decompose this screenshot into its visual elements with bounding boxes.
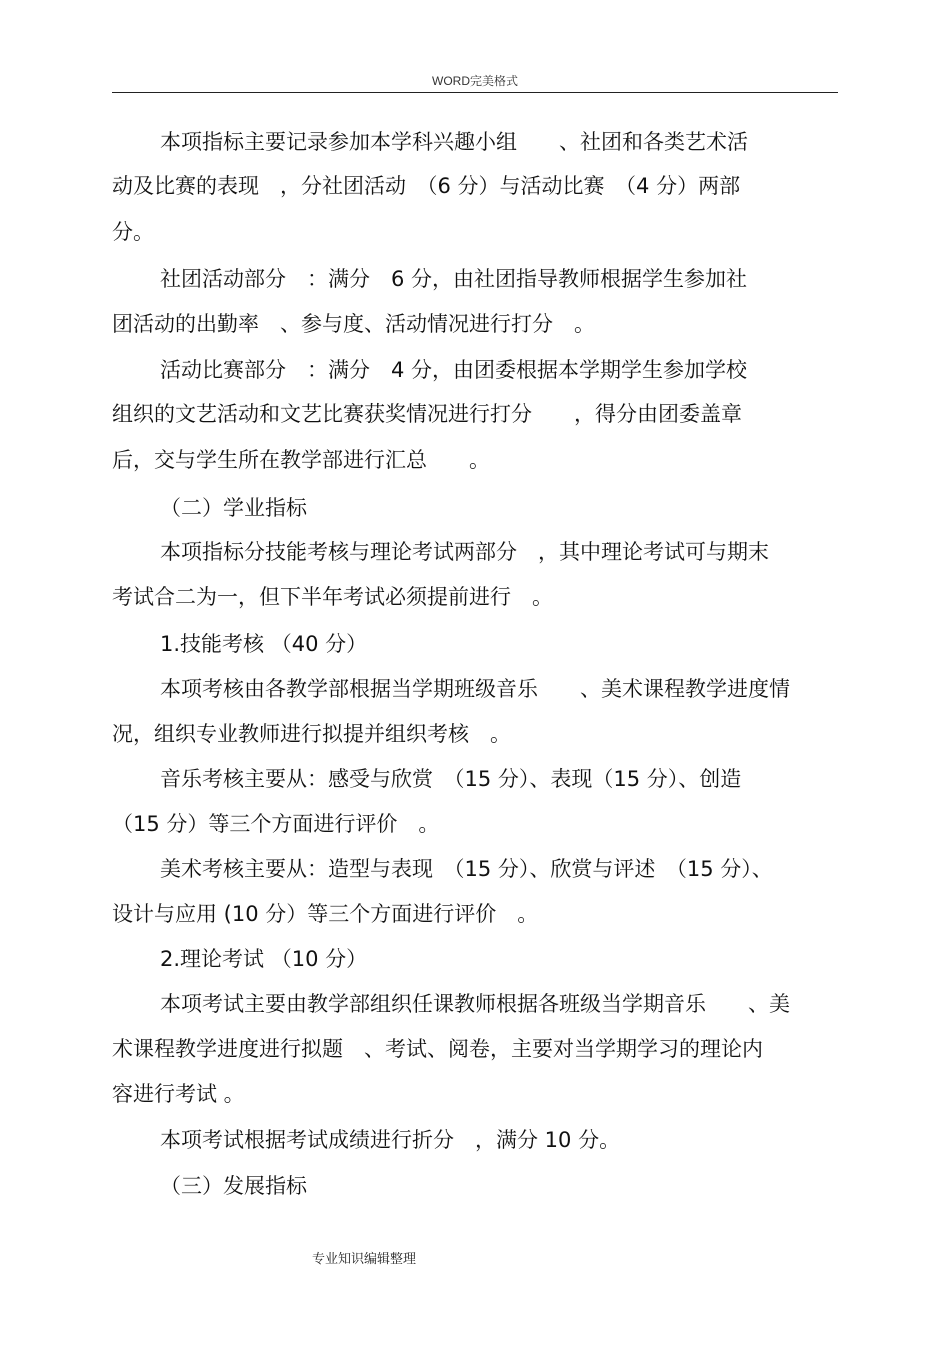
text-line: 本项指标主要记录参加本学科兴趣小组 、社团和各类艺术活 <box>160 130 748 154</box>
text-line: 组织的文艺活动和文艺比赛获奖情况进行打分 ，得分由团委盖章 <box>112 402 742 426</box>
header-title: WORD完美格式 <box>432 74 518 88</box>
text-line: 本项考试根据考试成绩进行折分 ，满分 10 分。 <box>160 1128 621 1152</box>
text-line: 团活动的出勤率 、参与度、活动情况进行打分 。 <box>112 312 595 336</box>
text-line: 社团活动部分 ：满分 6 分，由社团指导教师根据学生参加社 <box>160 267 748 291</box>
text-line: 1.技能考核 （40 分） <box>160 632 368 656</box>
text-line: 考试合二为一，但下半年考试必须提前进行 。 <box>112 585 553 609</box>
text-line: 美术考核主要从：造型与表现 （15 分）、欣赏与评述 （15 分）、 <box>160 857 773 881</box>
text-line: 后，交与学生所在教学部进行汇总 。 <box>112 448 490 472</box>
text-line: 分。 <box>112 220 154 244</box>
text-line: 容进行考试 。 <box>112 1082 245 1106</box>
text-line: 活动比赛部分 ：满分 4 分，由团委根据本学期学生参加学校 <box>160 358 748 382</box>
page-footer: 专业知识编辑整理 <box>312 1252 417 1267</box>
text-line: 设计与应用 (10 分）等三个方面进行评价 。 <box>112 902 539 926</box>
text-line: 况，组织专业教师进行拟提并组织考核 。 <box>112 722 511 746</box>
text-line: 本项指标分技能考核与理论考试两部分 ，其中理论考试可与期末 <box>160 540 769 564</box>
text-line: （二）学业指标 <box>160 496 307 520</box>
text-line: 术课程教学进度进行拟题 、考试、阅卷，主要对当学期学习的理论内 <box>112 1037 763 1061</box>
text-line: （三）发展指标 <box>160 1174 307 1198</box>
text-line: 动及比赛的表现 ，分社团活动 （6 分）与活动比赛 （4 分）两部 <box>112 174 741 198</box>
text-line: 本项考核由各教学部根据当学期班级音乐 、美术课程教学进度情 <box>160 677 790 701</box>
text-line: 音乐考核主要从：感受与欣赏 （15 分）、表现（15 分）、创造 <box>160 767 742 791</box>
text-line: 本项考试主要由教学部组织任课教师根据各班级当学期音乐 、美 <box>160 992 790 1016</box>
text-line: （15 分）等三个方面进行评价 。 <box>112 812 440 836</box>
text-line: 2.理论考试 （10 分） <box>160 947 368 971</box>
page-header <box>112 64 838 93</box>
